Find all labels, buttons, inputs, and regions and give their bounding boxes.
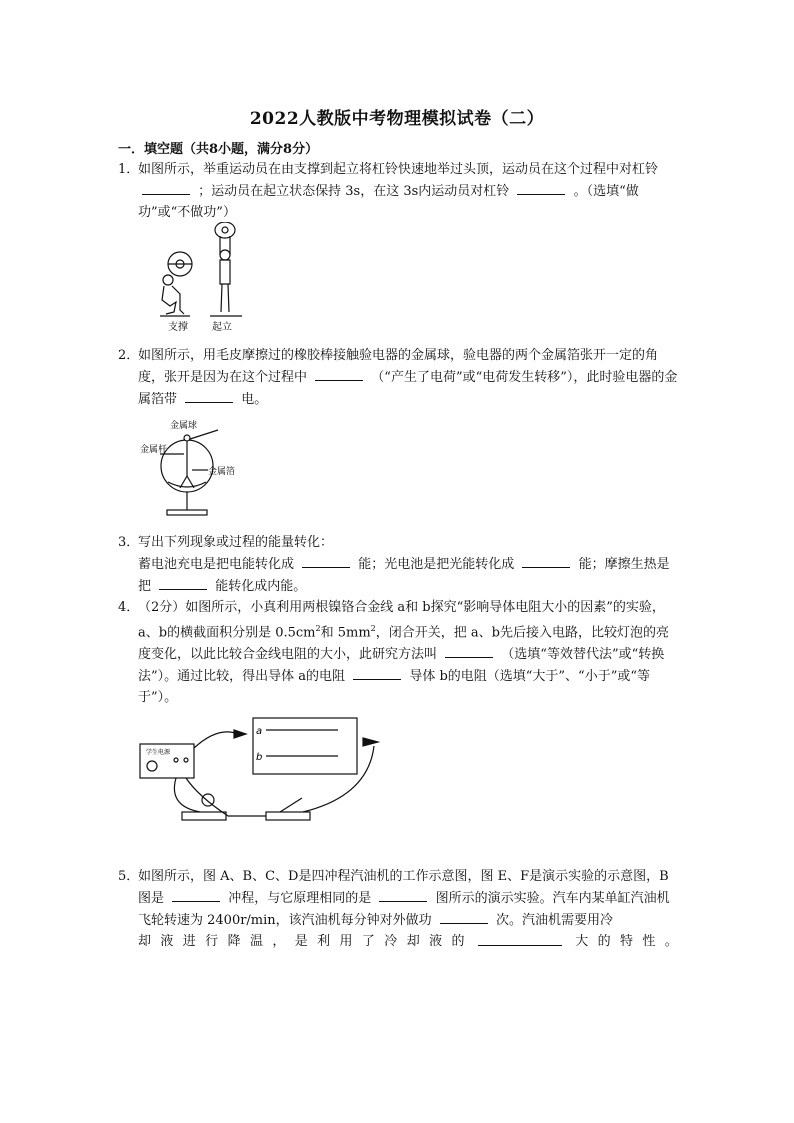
question-text: 能；摩擦生热是把 [138, 557, 670, 594]
answer-blank[interactable] [440, 909, 488, 924]
question-text: ；运动员在起立状态保持 3s，在这 3s内运动员对杠铃 [198, 184, 510, 199]
figure-label: 起立 [212, 322, 232, 333]
answer-blank[interactable] [172, 887, 220, 902]
question-text: 能转化成内能。 [215, 579, 307, 594]
question-number: 4． [118, 600, 140, 615]
justified-line [138, 931, 678, 952]
question-text: （“产生了电荷”或“电荷发生转移”），此时验电器的金属箔带 [138, 370, 678, 407]
char: 的 [451, 934, 465, 949]
electroscope-figure [140, 418, 250, 522]
question-text: 和 5mm [320, 625, 371, 641]
char: 温 [249, 934, 263, 949]
wire-label: a [256, 726, 263, 737]
answer-blank[interactable] [185, 388, 233, 403]
question-text: 。（选填“做功”或“不做功”） [138, 184, 639, 220]
char: 性 [642, 934, 656, 949]
question-text: 导体 b的电阻（选填“大于”、“小于”或“等于”）。 [138, 669, 650, 706]
question-2 [118, 345, 678, 410]
question-text: 电。 [241, 392, 268, 407]
char: 行 [205, 934, 219, 949]
page-title: 2022人教版中考物理模拟试卷（二） [249, 109, 545, 129]
question-1 [118, 159, 678, 223]
char: 用 [339, 934, 353, 949]
question-3 [118, 532, 678, 597]
answer-blank[interactable] [302, 553, 350, 568]
char: 的 [597, 934, 611, 949]
char: 了 [361, 934, 375, 949]
char: 液 [429, 934, 443, 949]
question-text: 如图所示，用毛皮摩擦过的橡胶棒接触验电器的金属球，验电器的两个金属箔张开一定的角度，张开是因为在这个过程中 [138, 348, 659, 385]
char: 利 [317, 934, 331, 949]
answer-blank[interactable] [315, 366, 363, 381]
question-text: 写出下列现象或过程的能量转化： [138, 535, 334, 550]
answer-blank[interactable] [353, 665, 401, 680]
char: 大 [575, 934, 589, 949]
char: 。 [664, 934, 678, 949]
char: 是 [294, 934, 308, 949]
circuit-figure [138, 716, 388, 832]
answer-blank[interactable] [478, 931, 562, 946]
answer-blank[interactable] [522, 553, 570, 568]
figure-label: 学生电源 [146, 749, 171, 756]
question-text: 能；光电池是把光能转化成 [358, 557, 515, 572]
answer-blank[interactable] [379, 887, 427, 902]
char: 却 [406, 934, 420, 949]
question-text: 次。汽油机需要用冷 [495, 913, 613, 928]
weightlifter-figure [150, 222, 250, 334]
question-number: 2． [118, 348, 140, 363]
char: 液 [160, 934, 174, 949]
question-4 [118, 597, 678, 708]
wire-label: b [256, 752, 263, 763]
char: 特 [620, 934, 634, 949]
answer-blank[interactable] [159, 575, 207, 590]
superscript: 2 [370, 624, 376, 633]
question-text: 蓄电池充电是把电能转化成 [138, 557, 295, 572]
question-text: （选填“等效替代法”或“转换法”）。通过比较，得出导体 a的电阻 [138, 647, 665, 685]
question-text: 如图所示，举重运动员在由支撑到起立将杠铃快速地举过头顶，运动员在这个过程中对杠铃 [138, 162, 659, 177]
question-5 [118, 866, 678, 952]
superscript: 2 [315, 624, 321, 633]
question-number: 3． [118, 535, 140, 550]
figure-label: 金属杆 [140, 445, 168, 455]
question-text: （2分）如图所示，小真利用两根镍铬合金线 a和 b探究“影响导体电阻大小的因素”的实验，a、b的横截面积分别是 0.5cm [138, 600, 665, 641]
question-number: 5． [118, 869, 140, 884]
figure-label: 金属箔 [208, 467, 236, 477]
answer-blank[interactable] [517, 180, 565, 195]
char: 冷 [384, 934, 398, 949]
question-text: ，闭合开关，把 a、b先后接入电路，比较灯泡的亮度变化，以此比较合金线电阻的大小，此研究方法叫 [138, 625, 669, 663]
question-text: 图所示的演示实验。汽车内某单缸汽油机飞轮转速为 2400r/min，该汽油机每分钟对外做功 [138, 891, 670, 928]
section-heading: 一．填空题（共8小题，满分8分） [118, 142, 319, 157]
char: 却 [138, 934, 152, 949]
char: 进 [182, 934, 196, 949]
answer-blank[interactable] [445, 643, 493, 658]
figure-label: 金属球 [170, 421, 198, 431]
answer-blank[interactable] [142, 180, 190, 195]
figure-label: 支撑 [168, 322, 188, 333]
question-text: 冲程，与它原理相同的是 [228, 891, 372, 906]
question-number: 1． [118, 162, 140, 177]
char: 降 [227, 934, 241, 949]
question-text: 如图所示，图 A、B、C、D是四冲程汽油机的工作示意图，图 E、F是演示实验的示意图，B图是 [138, 869, 669, 906]
char: ， [272, 934, 286, 949]
